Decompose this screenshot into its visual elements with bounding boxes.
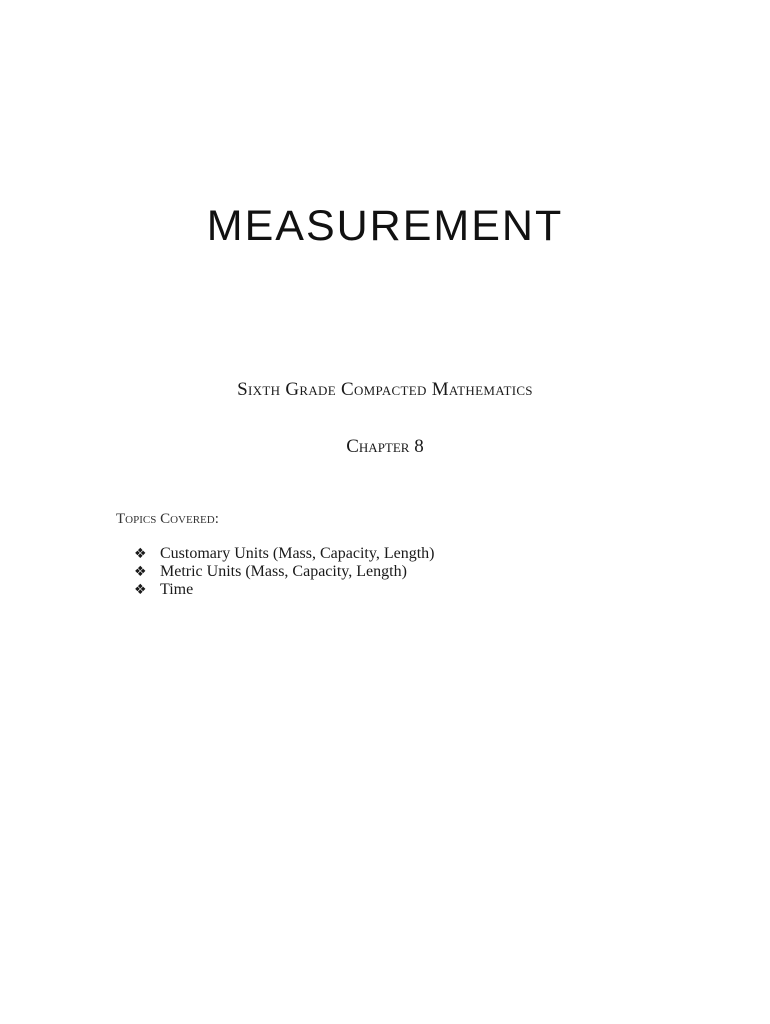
- list-item: [134, 581, 434, 599]
- diamond-dots-bullet-icon: ❖: [134, 582, 147, 598]
- page-title: MEASUREMENT: [206, 202, 564, 250]
- diamond-dots-bullet-icon: ❖: [134, 546, 147, 562]
- topic-label: Metric Units (Mass, Capacity, Length): [160, 563, 407, 580]
- topics-heading: Topics Covered:: [116, 511, 219, 527]
- course-subtitle: Sixth Grade Compacted Mathematics: [237, 379, 533, 400]
- list-item: [134, 563, 434, 581]
- chapter-label: Chapter 8: [346, 436, 424, 457]
- topic-label: Time: [160, 581, 194, 598]
- topic-label: Customary Units (Mass, Capacity, Length): [160, 545, 435, 562]
- list-item: [134, 545, 434, 563]
- topics-list: [134, 545, 434, 599]
- diamond-dots-bullet-icon: ❖: [134, 564, 147, 580]
